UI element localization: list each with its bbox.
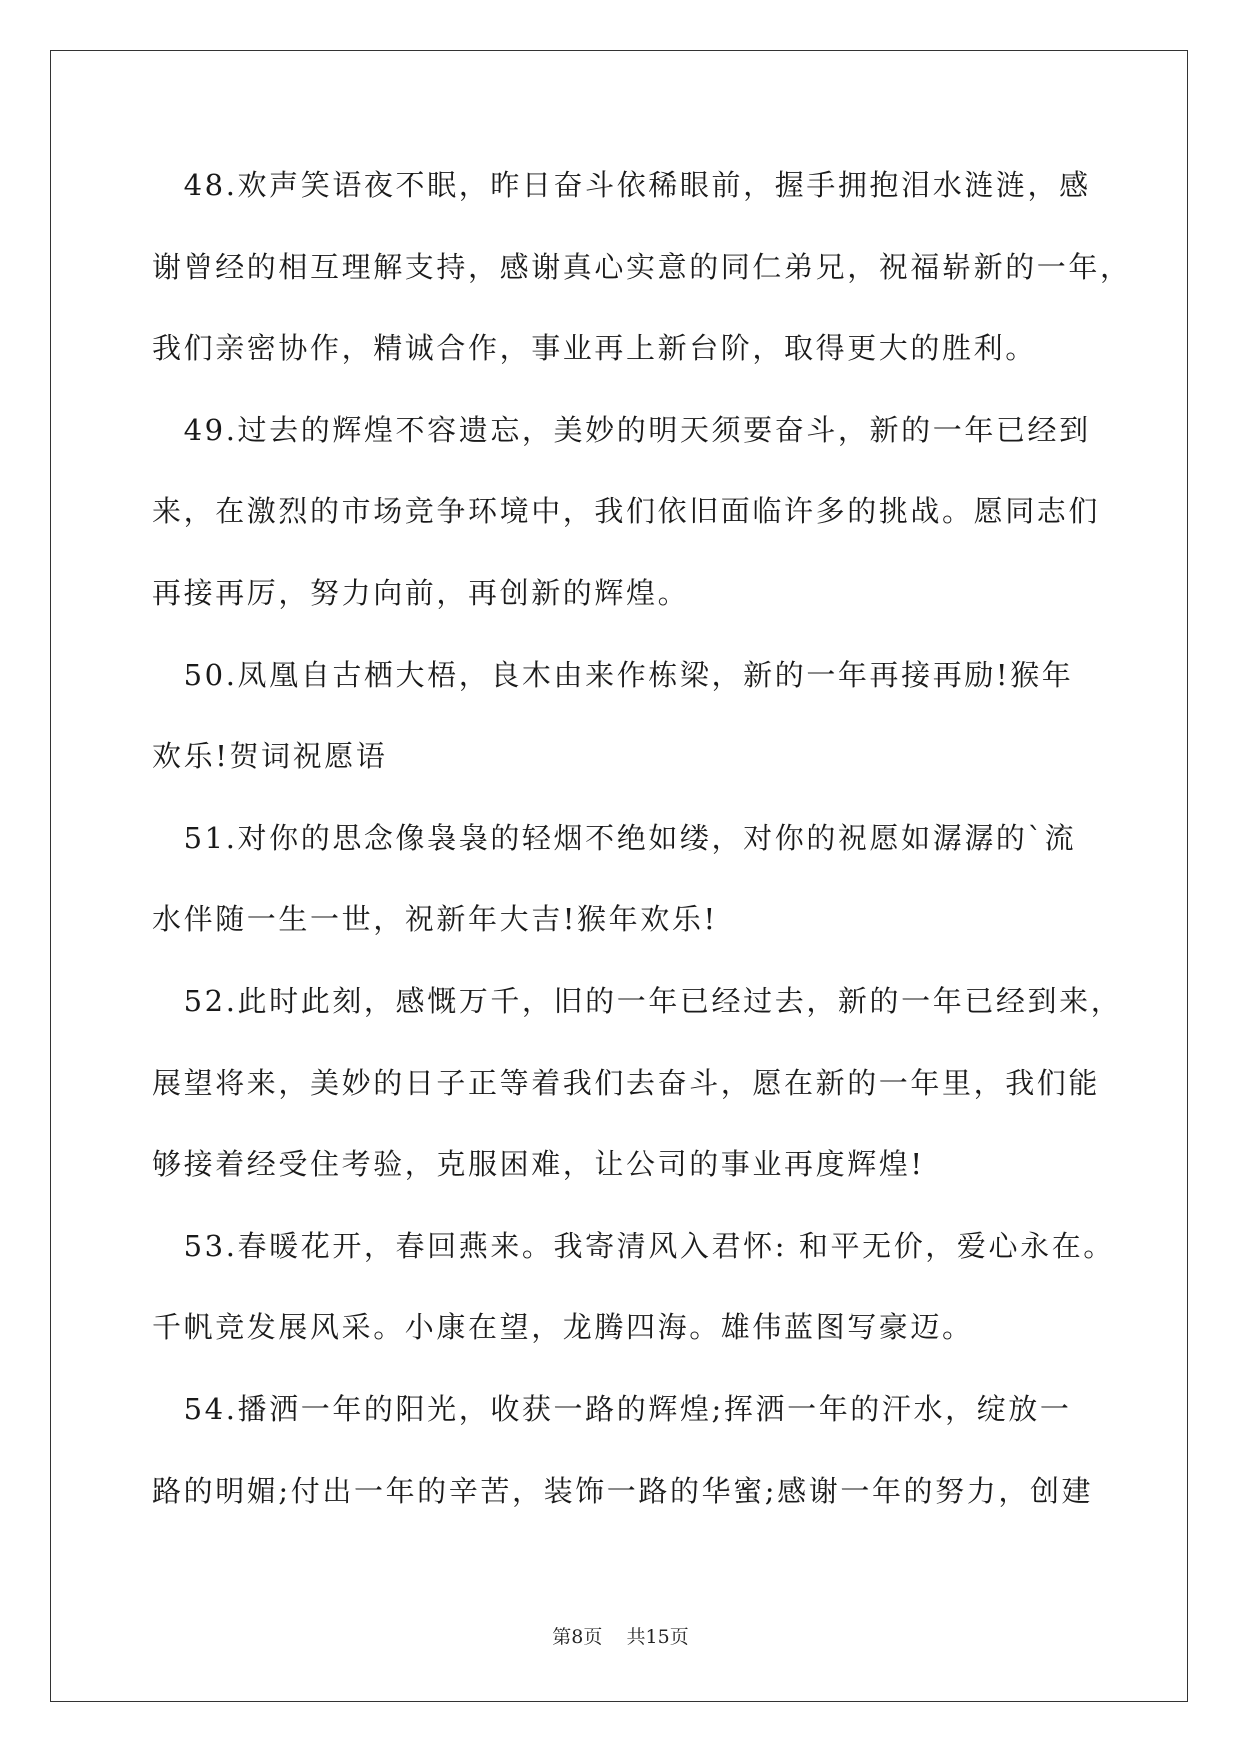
text-line: 54.播洒一年的阳光，收获一路的辉煌;挥洒一年的汗水，绽放一 [152,1391,1072,1426]
text-line: 48.欢声笑语夜不眠，昨日奋斗依稀眼前，握手拥抱泪水涟涟，感 [152,168,1091,202]
text-line: 52.此时此刻，感慨万千，旧的一年已经过去，新的一年已经到来， [152,983,1123,1018]
footer-spacer [602,1626,626,1648]
text-line: 欢乐!贺词祝愿语 [152,739,388,774]
text-line: 谢曾经的相互理解支持，感谢真心实意的同仁弟兄，祝福崭新的一年， [152,249,1132,284]
text-line: 展望将来，美妙的日子正等着我们去奋斗，愿在新的一年里，我们能 [152,1065,1101,1100]
text-line: 来，在激烈的市场竞争环境中，我们依旧面临许多的挑战。愿同志们 [152,494,1101,529]
text-line: 千帆竞发展风采。小康在望，龙腾四海。雄伟蓝图写豪迈。 [152,1310,974,1345]
document-body [152,165,1132,1552]
text-line: 再接再厉，努力向前，再创新的辉煌。 [152,575,690,610]
text-line: 53.春暖花开，春回燕来。我寄清风入君怀: 和平无价，爱心永在。 [152,1228,1115,1263]
page-total: 共15页 [626,1626,689,1648]
text-line: 51.对你的思念像袅袅的轻烟不绝如缕，对你的祝愿如潺潺的`流 [152,820,1077,855]
text-line: 49.过去的辉煌不容遗忘，美妙的明天须要奋斗，新的一年已经到 [152,412,1091,447]
text-line: 我们亲密协作，精诚合作，事业再上新台阶，取得更大的胜利。 [152,331,1037,366]
text-line: 水伴随一生一世，祝新年大吉!猴年欢乐! [152,902,718,937]
page-number: 第8页 [552,1626,603,1648]
text-line: 够接着经受住考验，克服困难，让公司的事业再度辉煌! [152,1147,925,1182]
text-line: 路的明媚;付出一年的辛苦，装饰一路的华蜜;感谢一年的努力，创建 [152,1473,1094,1508]
text-line: 50.凤凰自古栖大梧，良木由来作栋梁，新的一年再接再励!猴年 [152,657,1074,692]
page-footer [0,1625,1241,1649]
